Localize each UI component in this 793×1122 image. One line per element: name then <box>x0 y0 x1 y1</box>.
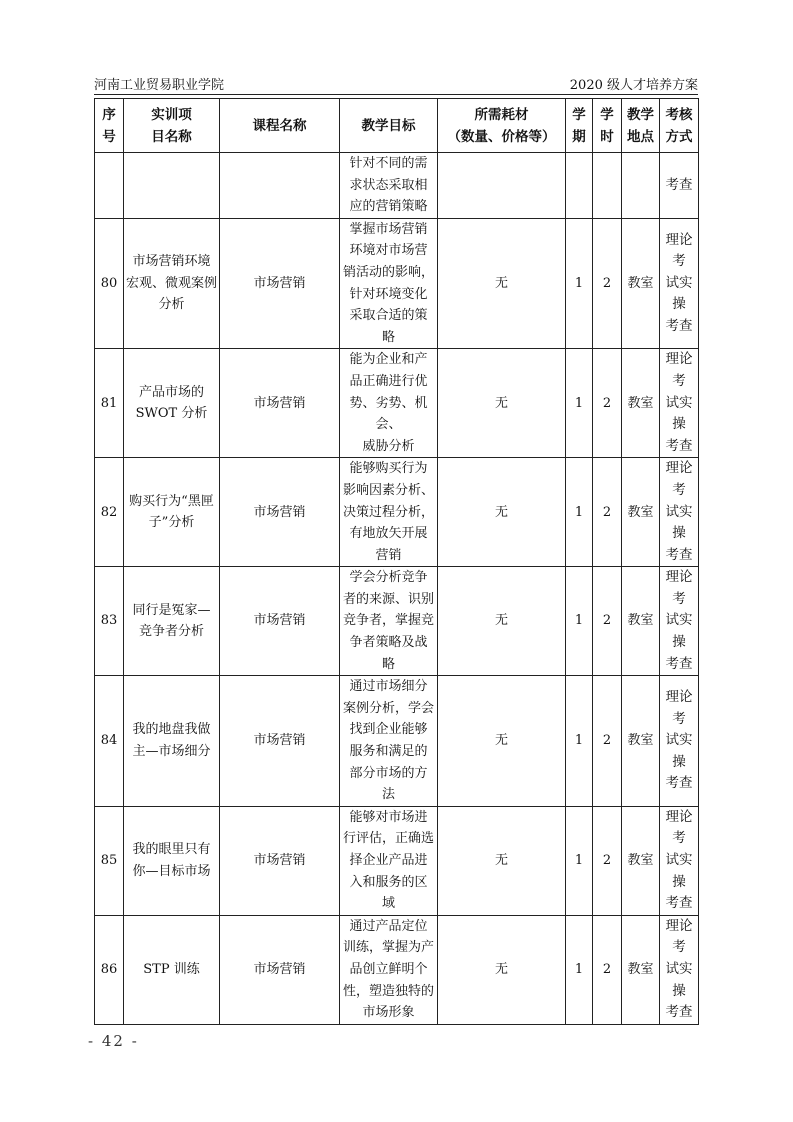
cell-exam: 考查 <box>660 153 699 219</box>
cell-course: 市场营销 <box>220 806 340 915</box>
cell-course: 市场营销 <box>220 218 340 349</box>
cell-exam: 理论考 试实操 考查 <box>660 676 699 807</box>
cell-place: 教室 <box>622 218 660 349</box>
cell-seq: 82 <box>95 458 124 567</box>
cell-materials: 无 <box>438 806 566 915</box>
col-header-goal: 教学目标 <box>340 99 438 153</box>
table-row <box>95 915 699 1024</box>
col-header-materials: 所需耗材 （数量、价格等） <box>438 99 566 153</box>
cell-exam: 理论考 试实操 考查 <box>660 218 699 349</box>
cell-term: 1 <box>566 806 593 915</box>
table-row-continued <box>95 153 699 219</box>
cell-hours: 2 <box>593 349 622 458</box>
cell-project: 我的地盘我做 主—市场细分 <box>124 676 220 807</box>
cell-seq: 86 <box>95 915 124 1024</box>
cell-project: 同行是冤家— 竞争者分析 <box>124 567 220 676</box>
cell-term: 1 <box>566 458 593 567</box>
cell-seq: 83 <box>95 567 124 676</box>
cell-project: 购买行为“黑匣 子”分析 <box>124 458 220 567</box>
table-row <box>95 567 699 676</box>
cell-exam: 理论考 试实操 考查 <box>660 458 699 567</box>
cell-seq: 81 <box>95 349 124 458</box>
col-header-hours: 学 时 <box>593 99 622 153</box>
table-row <box>95 218 699 349</box>
cell-seq: 84 <box>95 676 124 807</box>
cell-materials: 无 <box>438 915 566 1024</box>
cell-hours: 2 <box>593 676 622 807</box>
table-row <box>95 458 699 567</box>
cell-place: 教室 <box>622 349 660 458</box>
header-doc-title: 2020 级人才培养方案 <box>569 78 698 93</box>
cell-materials: 无 <box>438 567 566 676</box>
cell-hours: 2 <box>593 915 622 1024</box>
cell-term: 1 <box>566 676 593 807</box>
page-header <box>94 72 698 95</box>
cell-goal: 能够购买行为 影响因素分析、 决策过程分析， 有地放矢开展 营销 <box>340 458 438 567</box>
cell-course: 市场营销 <box>220 349 340 458</box>
col-header-project: 实训项 目名称 <box>124 99 220 153</box>
cell-project: 市场营销环境 宏观、微观案例 分析 <box>124 218 220 349</box>
cell-seq: 80 <box>95 218 124 349</box>
cell-exam: 理论考 试实操 考查 <box>660 806 699 915</box>
cell-term: 1 <box>566 915 593 1024</box>
cell-course: 市场营销 <box>220 458 340 567</box>
cell-goal: 能够对市场进 行评估，正确选 择企业产品进 入和服务的区 域 <box>340 806 438 915</box>
header-school: 河南工业贸易职业学院 <box>94 78 225 93</box>
col-header-exam: 考核 方式 <box>660 99 699 153</box>
table-row <box>95 806 699 915</box>
cell-course: 市场营销 <box>220 915 340 1024</box>
cell-place: 教室 <box>622 806 660 915</box>
cell-term: 1 <box>566 218 593 349</box>
cell-term: 1 <box>566 349 593 458</box>
cell-exam: 理论考 试实操 考查 <box>660 567 699 676</box>
col-header-term: 学 期 <box>566 99 593 153</box>
cell-goal: 学会分析竞争 者的来源、识别 竞争者，掌握竞 争者策略及战 略 <box>340 567 438 676</box>
cell-hours: 2 <box>593 806 622 915</box>
cell-goal: 通过产品定位 训练，掌握为产 品创立鲜明个 性，塑造独特的 市场形象 <box>340 915 438 1024</box>
col-header-place: 教学 地点 <box>622 99 660 153</box>
cell-hours: 2 <box>593 218 622 349</box>
cell-term: 1 <box>566 567 593 676</box>
cell-place: 教室 <box>622 915 660 1024</box>
col-header-seq: 序 号 <box>95 99 124 153</box>
cell-goal: 掌握市场营销 环境对市场营 销活动的影响， 针对环境变化 采取合适的策 略 <box>340 218 438 349</box>
cell-place: 教室 <box>622 676 660 807</box>
page-number: - 42 - <box>88 1032 139 1050</box>
cell-project: 我的眼里只有 你—目标市场 <box>124 806 220 915</box>
cell-exam: 理论考 试实操 考查 <box>660 915 699 1024</box>
training-table <box>94 98 699 1025</box>
col-header-course: 课程名称 <box>220 99 340 153</box>
cell-place: 教室 <box>622 567 660 676</box>
cell-goal: 通过市场细分 案例分析，学会 找到企业能够 服务和满足的 部分市场的方 法 <box>340 676 438 807</box>
table-row <box>95 349 699 458</box>
cell-project: 产品市场的 SWOT 分析 <box>124 349 220 458</box>
cell-hours: 2 <box>593 458 622 567</box>
cell-exam: 理论考 试实操 考查 <box>660 349 699 458</box>
cell-materials: 无 <box>438 676 566 807</box>
table-header-row <box>95 99 699 153</box>
cell-place: 教室 <box>622 458 660 567</box>
table-row <box>95 676 699 807</box>
cell-project: STP 训练 <box>124 915 220 1024</box>
cell-course: 市场营销 <box>220 676 340 807</box>
cell-goal: 能为企业和产 品正确进行优 势、劣势、机会、 威胁分析 <box>340 349 438 458</box>
cell-goal: 针对不同的需 求状态采取相 应的营销策略 <box>340 153 438 219</box>
cell-seq: 85 <box>95 806 124 915</box>
cell-materials: 无 <box>438 349 566 458</box>
cell-materials: 无 <box>438 458 566 567</box>
cell-hours: 2 <box>593 567 622 676</box>
cell-materials: 无 <box>438 218 566 349</box>
cell-course: 市场营销 <box>220 567 340 676</box>
